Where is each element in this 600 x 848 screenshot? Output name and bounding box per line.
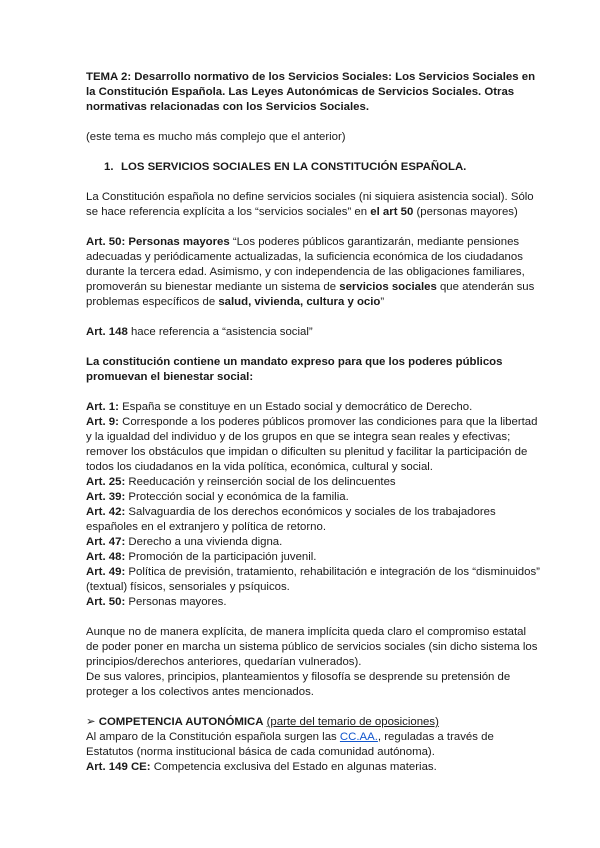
intro-paragraph [86, 190, 540, 220]
article-item [86, 550, 540, 565]
values-paragraph: De sus valores, principios, planteamientos y filosofía se desprende su pretensión de proteger a los colectivos antes mencionados. [86, 671, 511, 698]
section-number: 1. [104, 161, 114, 173]
article-label: Art. 42: [86, 506, 126, 518]
section-title: LOS SERVICIOS SOCIALES EN LA CONSTITUCIÓN ESPAÑOLA. [121, 161, 467, 173]
article-label: Art. 47: [86, 536, 126, 548]
article-text: Política de previsión, tratamiento, rehabilitación e integración de los “disminuidos” (textual) físicos, sensoriales y psíquicos. [86, 566, 540, 593]
document-title: TEMA 2: Desarrollo normativo de los Servicios Sociales: Los Servicios Sociales en la Constitución Española. Las Leyes Autonómicas de Servicios Sociales. Otras normativas relacionadas con los Servicios Sociales. [86, 71, 536, 113]
article-text: Protección social y económica de la familia. [125, 491, 349, 503]
intro-bold: el art 50 [370, 206, 414, 218]
art149-text: Competencia exclusiva del Estado en algunas materias. [150, 761, 437, 773]
competencia-title: COMPETENCIA AUTONÓMICA [98, 716, 264, 728]
article-label: Art. 48: [86, 551, 126, 563]
arrow-icon: ➢ [86, 716, 96, 728]
implicit-paragraph: Aunque no de manera explícita, de manera implícita queda claro el compromiso estatal de poder poner en marcha un sistema público de servicios sociales (sin dicho sistema los principios/derechos anteriores, quedarían vulnerados). [86, 626, 538, 668]
article-item [86, 535, 540, 550]
article-text: Reeducación y reinserción social de los delincuentes [125, 476, 396, 488]
article-item [86, 400, 540, 415]
intro-text: La Constitución española no define servicios sociales (ni siquiera asistencia social). Sólo se hace referencia explícita a los “servicios sociales” en [86, 191, 534, 218]
topic-note: (este tema es mucho más complejo que el anterior) [86, 131, 346, 143]
art50-text: “Los poderes públicos garantizarán, mediante pensiones adecuadas y periódicamente actualizadas, la suficiencia económica de los ciudadanos durante la tercera edad. Asimismo, y con independencia de las obligaciones familiares, promoverán su bienestar mediante un sistema de [86, 236, 525, 293]
article-label: Art. 39: [86, 491, 126, 503]
art50-tail: ” [380, 296, 385, 308]
section-heading [86, 160, 540, 175]
article-label: Art. 25: [86, 476, 126, 488]
art50-paragraph [86, 235, 540, 310]
ccaa-paragraph [86, 730, 540, 760]
article-item [86, 415, 540, 475]
article-item [86, 490, 540, 505]
intro-tail: (personas mayores) [413, 206, 518, 218]
articles-list [86, 400, 540, 610]
article-text: España se constituye en un Estado social y democrático de Derecho. [118, 401, 473, 413]
article-label: Art. 1: [86, 401, 119, 413]
article-item [86, 475, 540, 490]
article-text: Personas mayores. [125, 596, 227, 608]
article-text: Salvaguardia de los derechos económicos y sociales de los trabajadores españoles en el extranjero y política de retorno. [86, 506, 496, 533]
article-label: Art. 9: [86, 416, 119, 428]
art50-text2: que atenderán sus problemas específicos de [86, 281, 535, 308]
art50-label: Art. 50: Personas mayores [86, 236, 230, 248]
article-label: Art. 49: [86, 566, 126, 578]
art148-paragraph [86, 325, 540, 340]
article-item [86, 595, 540, 610]
article-item [86, 565, 540, 595]
article-text: Derecho a una vivienda digna. [125, 536, 283, 548]
art149-label: Art. 149 CE: [86, 761, 151, 773]
ccaa-link[interactable]: CC.AA. [339, 731, 378, 743]
article-text: Corresponde a los poderes públicos promover las condiciones para que la libertad y la igualdad del individuo y de los grupos en que se integra sean reales y efectivas; remover los obstáculos que impidan o dificulten su plenitud y facilitar la participación de todos los ciudadanos en la vida política, económica, cultural y social. [86, 416, 538, 473]
art148-label: Art. 148 [86, 326, 128, 338]
article-text: Promoción de la participación juvenil. [125, 551, 317, 563]
ccaa-text: Al amparo de la Constitución española surgen las [86, 731, 340, 743]
art50-bold2: salud, vivienda, cultura y ocio [218, 296, 381, 308]
art148-text: hace referencia a “asistencia social” [127, 326, 313, 338]
article-label: Art. 50: [86, 596, 126, 608]
ccaa-tail: , reguladas a través de Estatutos (norma institucional básica de cada comunidad autónoma). [86, 731, 494, 758]
mandate-heading: La constitución contiene un mandato expreso para que los poderes públicos promuevan el bienestar social: [86, 356, 503, 383]
competencia-heading [86, 715, 540, 730]
competencia-note: (parte del temario de oposiciones) [266, 716, 439, 728]
art149-paragraph [86, 760, 540, 775]
art50-bold1: servicios sociales [339, 281, 437, 293]
article-item [86, 505, 540, 535]
